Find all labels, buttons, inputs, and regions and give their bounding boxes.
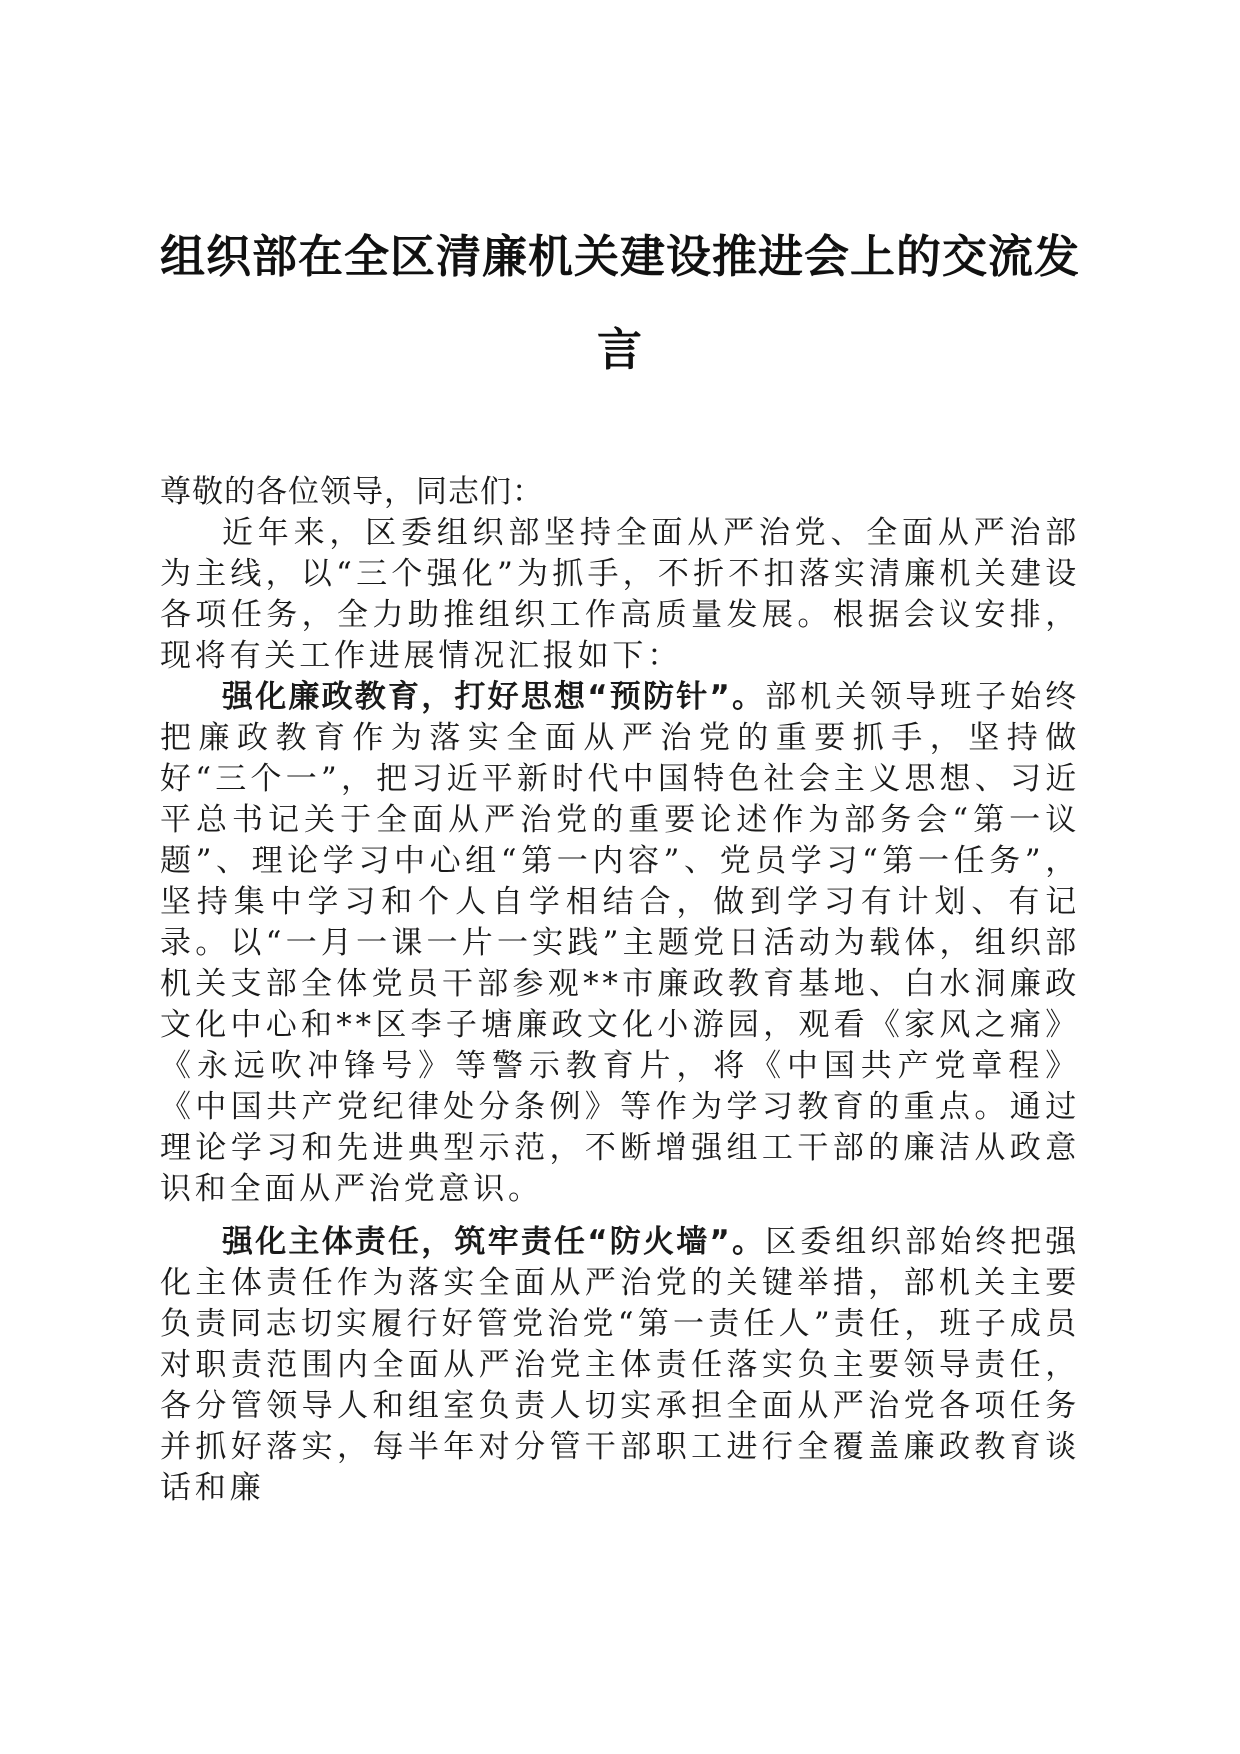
- section-heading-1: 强化廉政教育，打好思想“预防针”。: [222, 679, 766, 715]
- section-paragraph-2: [160, 1222, 1080, 1509]
- document-body: [160, 472, 1080, 1509]
- section-paragraph-1: [160, 677, 1080, 1210]
- section-text-1: 部机关领导班子始终把廉政教育作为落实全面从严治党的重要抓手，坚持做好“三个一”，把习近平新时代中国特色社会主义思想、习近平总书记关于全面从严治党的重要论述作为部务会“第一议题”、理论学习中心组“第一内容”、党员学习“第一任务”，坚持集中学习和个人自学相结合，做到学习有计划、有记录。以“一月一课一片一实践”主题党日活动为载体，组织部机关支部全体党员干部参观**市廉政教育基地、白水洞廉政文化中心和**区李子塘廉政文化小游园，观看《家风之痛》《永远吹冲锋号》等警示教育片，将《中国共产党章程》《中国共产党纪律处分条例》等作为学习教育的重点。通过理论学习和先进典型示范，不断增强组工干部的廉洁从政意识和全面从严治党意识。: [160, 679, 1081, 1207]
- section-heading-2: 强化主体责任，筑牢责任“防火墙”。: [222, 1224, 766, 1260]
- document-title: 组织部在全区清廉机关建设推进会上的交流发言: [159, 230, 1080, 376]
- salutation: 尊敬的各位领导，同志们：: [160, 474, 544, 510]
- intro-paragraph: 近年来，区委组织部坚持全面从严治党、全面从严治部为主线，以“三个强化”为抓手，不折不扣落实清廉机关建设各项任务，全力助推组织工作高质量发展。根据会议安排，现将有关工作进展情况汇报如下：: [160, 515, 1080, 674]
- section-text-2: 区委组织部始终把强化主体责任作为落实全面从严治党的关键举措，部机关主要负责同志切实履行好管党治党“第一责任人”责任，班子成员对职责范围内全面从严治党主体责任落实负主要领导责任，各分管领导人和组室负责人切实承担全面从严治党各项任务并抓好落实，每半年对分管干部职工进行全覆盖廉政教育谈话和廉: [160, 1224, 1081, 1506]
